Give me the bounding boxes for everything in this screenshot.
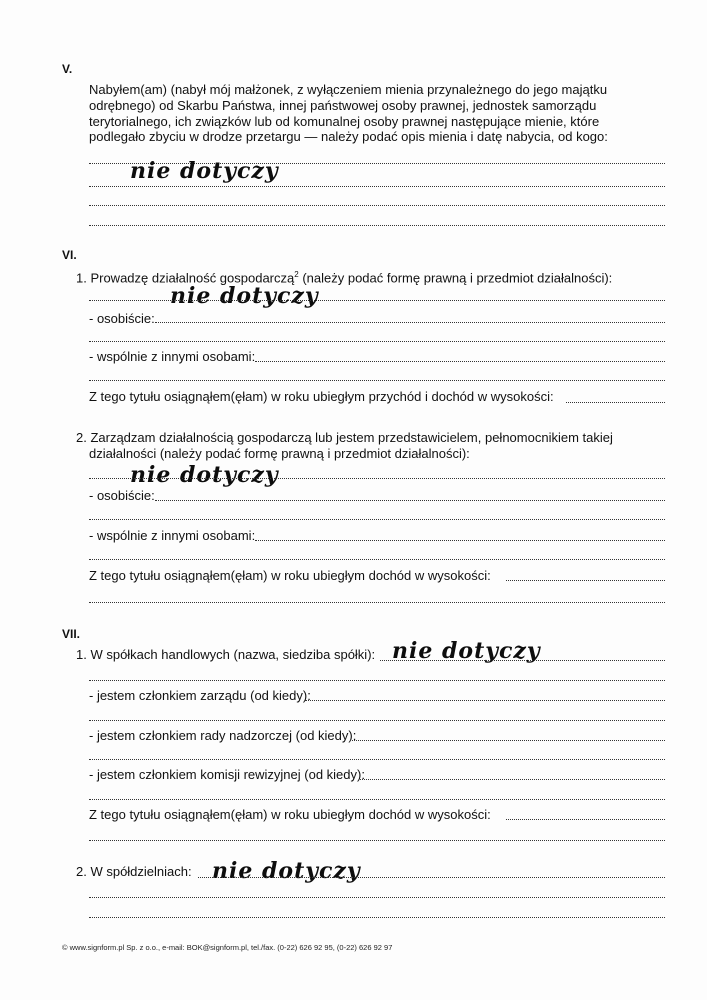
section-vi-item2-label-line-1: 2. Zarządzam działalnością gospodarczą lub jestem przedstawicielem, pełnomocnikiem takiej	[76, 430, 613, 445]
section-vi-item1-label-pre: 1. Prowadzę działalność gospodarczą	[76, 270, 295, 286]
income-answer-line[interactable]	[506, 819, 665, 820]
answer-line[interactable]	[89, 341, 665, 342]
section-vi-item2-handwritten-answer: nie dotyczy	[130, 462, 279, 488]
answer-line[interactable]	[89, 917, 665, 918]
jointly-answer-line[interactable]	[255, 540, 665, 541]
section-vi-item1-label-post: (należy podać formę prawną i przedmiot działalności):	[298, 270, 613, 286]
section-vi-item1-income-label: Z tego tytułu osiągnąłem(ęłam) w roku ubiegłym przychód i dochód w wysokości:	[89, 389, 554, 404]
section-vi-item1-jointly-label: - wspólnie z innymi osobami:	[89, 349, 256, 364]
income-answer-line[interactable]	[506, 580, 665, 581]
supervisory-answer-line[interactable]	[350, 740, 665, 741]
personally-answer-line[interactable]	[155, 500, 665, 501]
answer-line[interactable]	[89, 205, 665, 206]
answer-line[interactable]	[89, 897, 665, 898]
section-v-text-line-3: terytorialnego, ich związków lub od komunalnej osoby prawnej następujące mienie, które	[89, 114, 600, 129]
section-vi-heading: VI.	[62, 248, 77, 262]
section-vii-audit-label: - jestem członkiem komisji rewizyjnej (od kiedy):	[89, 767, 365, 782]
answer-line[interactable]	[89, 380, 665, 381]
answer-line[interactable]	[89, 225, 665, 226]
section-v-text-line-1: Nabyłem(am) (nabył mój małżonek, z wyłączeniem mienia przynależnego do jego majątku	[89, 82, 608, 97]
answer-line[interactable]	[89, 759, 665, 760]
section-vi-item1-label	[76, 267, 612, 285]
section-vii-item1-label: 1. W spółkach handlowych (nazwa, siedziba spółki):	[76, 647, 376, 662]
answer-line[interactable]	[89, 680, 665, 681]
answer-line[interactable]	[89, 519, 665, 520]
section-vii-heading: VII.	[62, 627, 81, 641]
cooperative-answer-line[interactable]	[198, 877, 665, 878]
personally-answer-line[interactable]	[155, 322, 665, 323]
section-vii-income-label: Z tego tytułu osiągnąłem(ęłam) w roku ubiegłym dochód w wysokości:	[89, 807, 491, 822]
section-vii-board-label: - jestem członkiem zarządu (od kiedy):	[89, 688, 311, 703]
section-vi-item1-handwritten-answer: nie dotyczy	[170, 283, 319, 309]
answer-line[interactable]	[89, 300, 665, 301]
income-answer-line[interactable]	[566, 402, 665, 403]
section-v-heading: V.	[62, 62, 73, 76]
section-vi-item2-label-line-2: działalności (należy podać formę prawną i przedmiot działalności):	[89, 446, 470, 461]
answer-line[interactable]	[89, 602, 665, 603]
section-v-text-line-4: podlegało zbyciu w drodze przetargu — należy podać opis mienia i datę nabycia, od kogo:	[89, 129, 608, 144]
section-v-handwritten-answer: nie dotyczy	[130, 158, 279, 184]
company-answer-line[interactable]	[380, 660, 665, 661]
section-vi-item2-personally-label: - osobiście:	[89, 488, 155, 503]
answer-line[interactable]	[89, 559, 665, 560]
answer-line[interactable]	[89, 840, 665, 841]
answer-line[interactable]	[89, 186, 665, 187]
section-vi-item2-income-label: Z tego tytułu osiągnąłem(ęłam) w roku ubiegłym dochód w wysokości:	[89, 568, 491, 583]
section-vii-item2-label: 2. W spółdzielniach:	[76, 864, 192, 879]
answer-line[interactable]	[89, 799, 665, 800]
footnote-marker: 2	[294, 270, 299, 279]
footer-contact: © www.signform.pl Sp. z o.o., e-mail: BOK@signform.pl, tel./fax. (0-22) 626 92 95, (0-22) 626 92 97	[62, 943, 393, 952]
answer-line[interactable]	[89, 720, 665, 721]
answer-line[interactable]	[89, 478, 665, 479]
section-vi-item1-personally-label: - osobiście:	[89, 311, 155, 326]
section-v-text-line-2: odrębnego) od Skarbu Państwa, innej państwowej osoby prawnej, jednostek samorządu	[89, 98, 597, 113]
jointly-answer-line[interactable]	[255, 361, 665, 362]
board-answer-line[interactable]	[305, 700, 665, 701]
section-vi-item2-jointly-label: - wspólnie z innymi osobami:	[89, 528, 256, 543]
audit-answer-line[interactable]	[360, 779, 665, 780]
section-vii-supervisory-label: - jestem członkiem rady nadzorczej (od kiedy):	[89, 728, 357, 743]
section-vii-item2-handwritten-answer: nie dotyczy	[212, 858, 361, 884]
section-vii-item1-handwritten-answer: nie dotyczy	[392, 638, 541, 664]
